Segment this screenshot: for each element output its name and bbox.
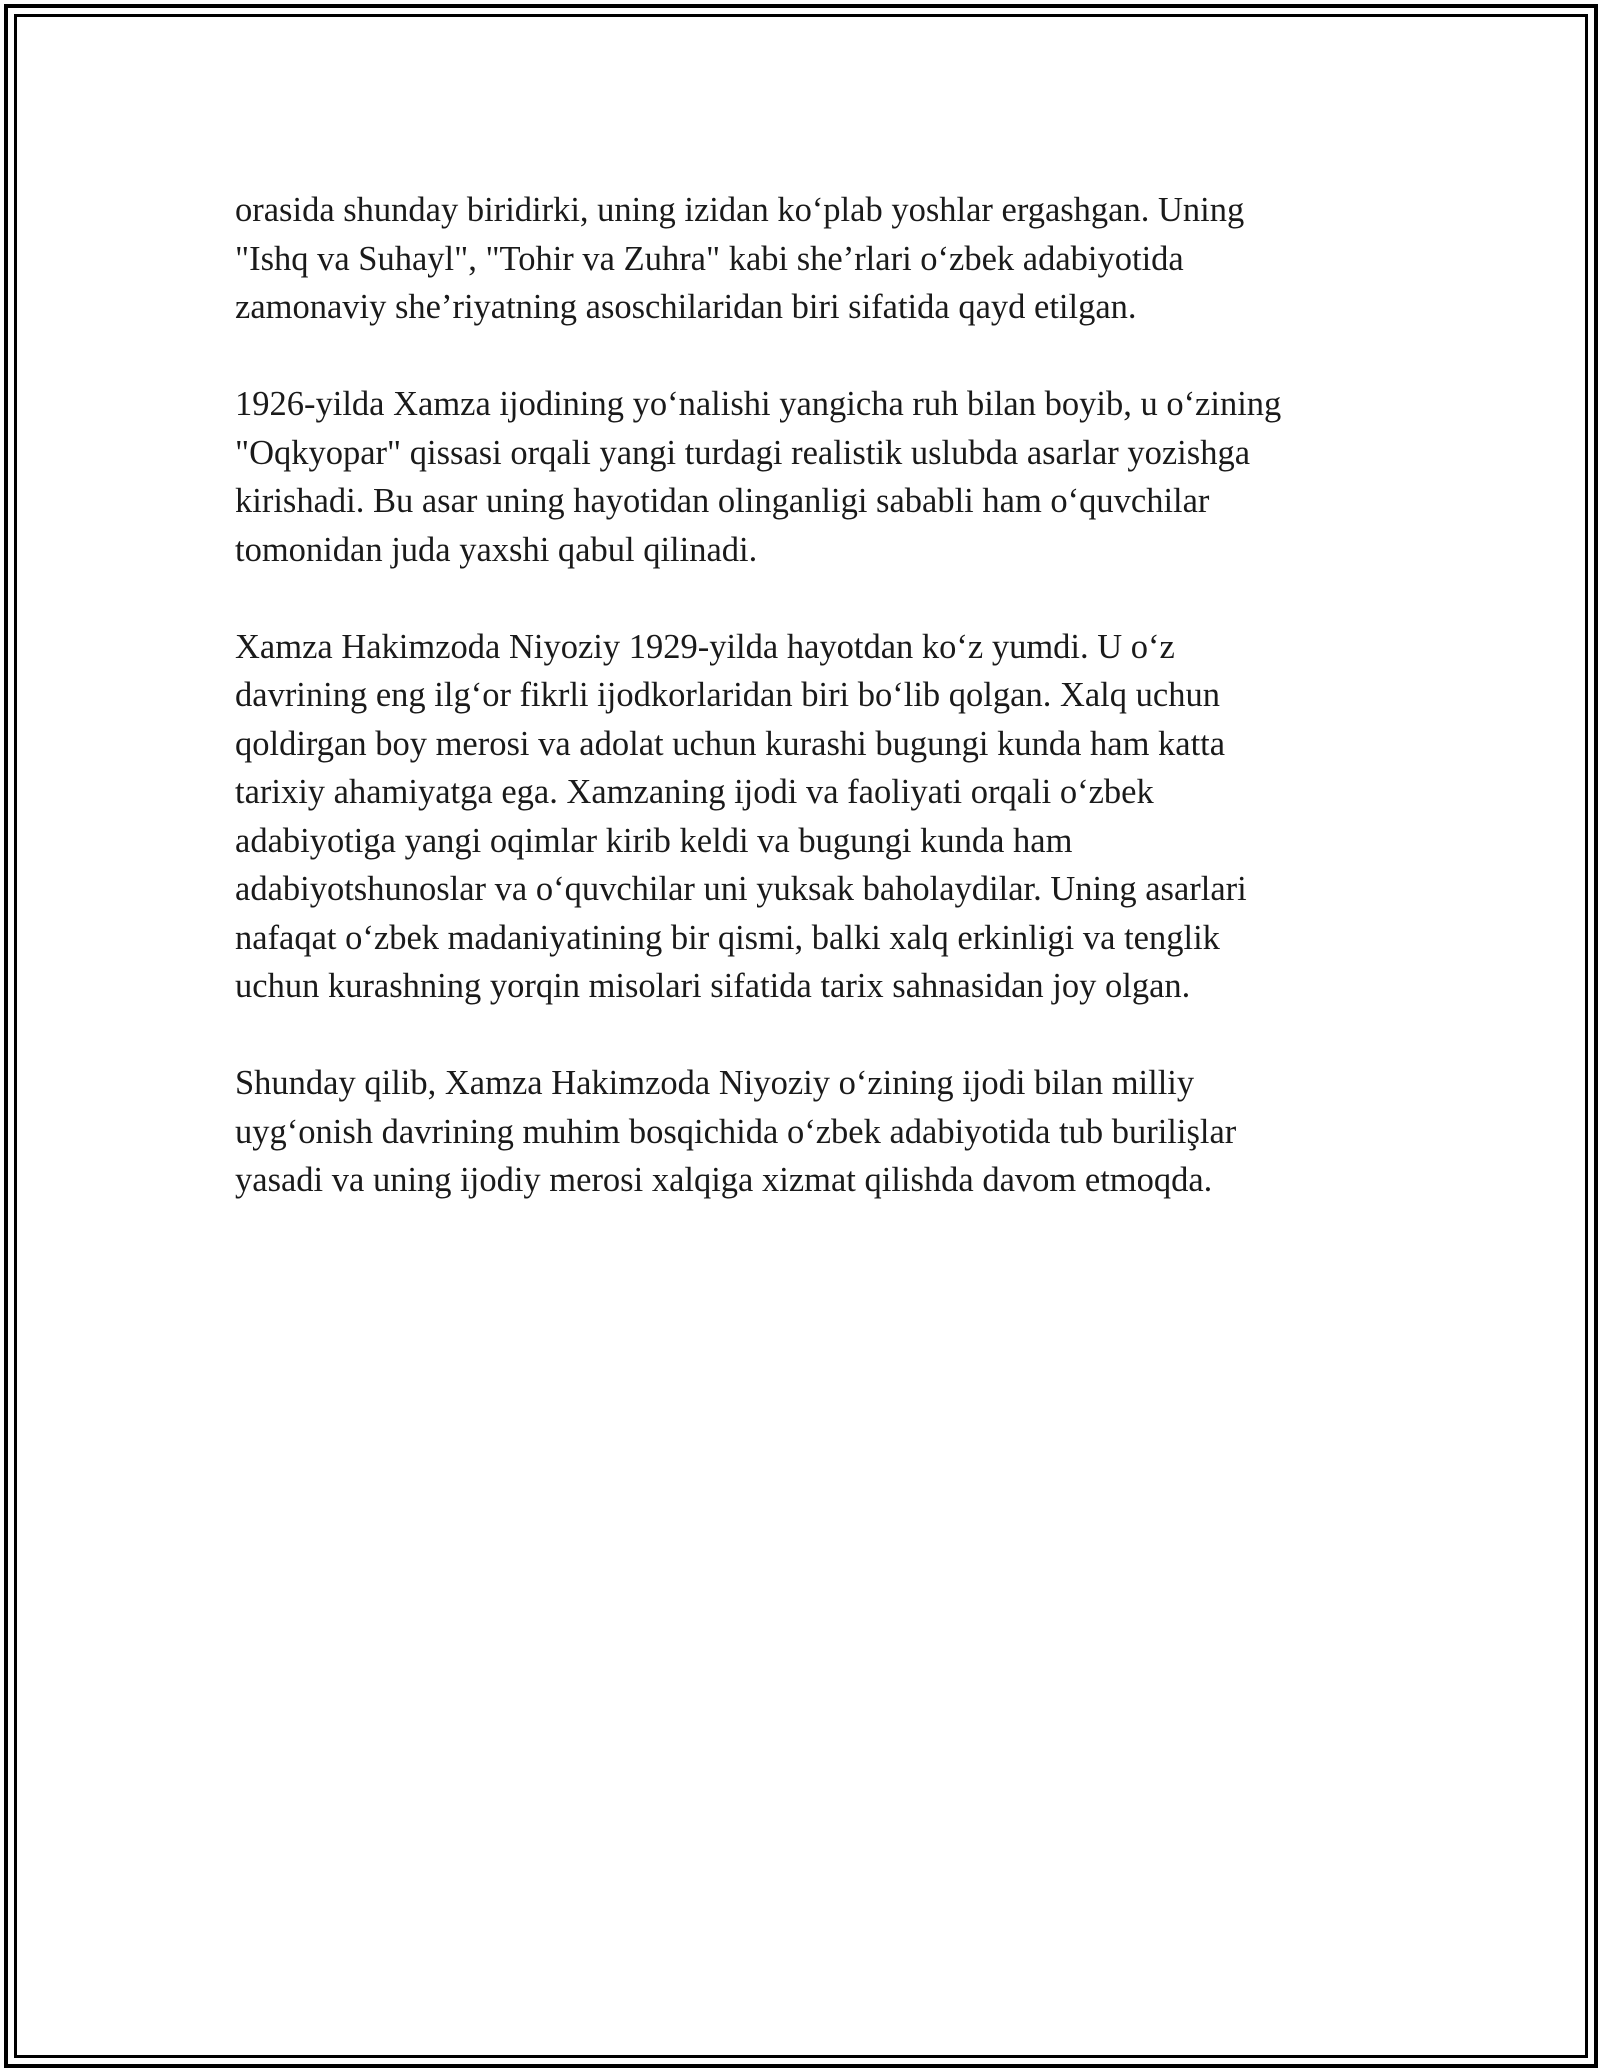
document-body bbox=[235, 186, 1375, 1205]
paragraph-gap bbox=[235, 1011, 1375, 1060]
text-line: adabiyotiga yangi oqimlar kirib keldi va bugungi kunda ham bbox=[235, 821, 1073, 860]
text-line: davrining eng ilg‘or fikrli ijodkorlaridan biri bo‘lib qolgan. Xalq uchun bbox=[235, 676, 1220, 714]
text-line: adabiyotshunoslar va o‘quvchilar uni yuksak baholaydilar. Uning asarlari bbox=[235, 870, 1247, 908]
text-line: 1926-yilda Xamza ijodining yo‘nalishi yangicha ruh bilan boyib, u o‘zining bbox=[235, 385, 1282, 423]
text-line: Xamza Hakimzoda Niyoziy 1929-yilda hayotdan ko‘z yumdi. U o‘z bbox=[235, 627, 1175, 666]
text-line: uyg‘onish davrining muhim bosqichida o‘zbek adabiyotida tub burilişlar bbox=[235, 1112, 1237, 1151]
paragraph-4 bbox=[235, 1059, 1375, 1205]
text-line: yasadi va uning ijodiy merosi xalqiga xizmat qilishda davom etmoqda. bbox=[235, 1161, 1213, 1199]
paragraph-3 bbox=[235, 623, 1375, 1011]
paragraph-gap bbox=[235, 574, 1375, 623]
paragraph-2 bbox=[235, 380, 1375, 574]
paragraph-gap bbox=[235, 332, 1375, 381]
text-line: tomonidan juda yaxshi qabul qilinadi. bbox=[235, 530, 758, 569]
text-line: uchun kurashning yorqin misolari sifatida tarix sahnasidan joy olgan. bbox=[235, 967, 1191, 1005]
text-line: "Oqkyopar" qissasi orqali yangi turdagi realistik uslubda asarlar yozishga bbox=[235, 433, 1251, 472]
text-line: kirishadi. Bu asar uning hayotidan olinganligi sababli ham o‘quvchilar bbox=[235, 482, 1210, 520]
text-line: "Ishq va Suhayl", "Tohir va Zuhra" kabi she’rlari o‘zbek adabiyotida bbox=[235, 239, 1184, 278]
text-line: Shunday qilib, Xamza Hakimzoda Niyoziy o‘zining ijodi bilan milliy bbox=[235, 1064, 1195, 1102]
text-line: qoldirgan boy merosi va adolat uchun kurashi bugungi kunda ham katta bbox=[235, 724, 1226, 763]
text-line: tarixiy ahamiyatga ega. Xamzaning ijodi va faoliyati orqali o‘zbek bbox=[235, 773, 1154, 811]
text-line: nafaqat o‘zbek madaniyatining bir qismi, balki xalq erkinligi va tenglik bbox=[235, 918, 1220, 957]
text-line: orasida shunday biridirki, uning izidan ko‘plab yoshlar ergashgan. Uning bbox=[235, 191, 1245, 229]
text-line: zamonaviy she’riyatning asoschilaridan biri sifatida qayd etilgan. bbox=[235, 288, 1137, 326]
paragraph-1 bbox=[235, 186, 1375, 332]
